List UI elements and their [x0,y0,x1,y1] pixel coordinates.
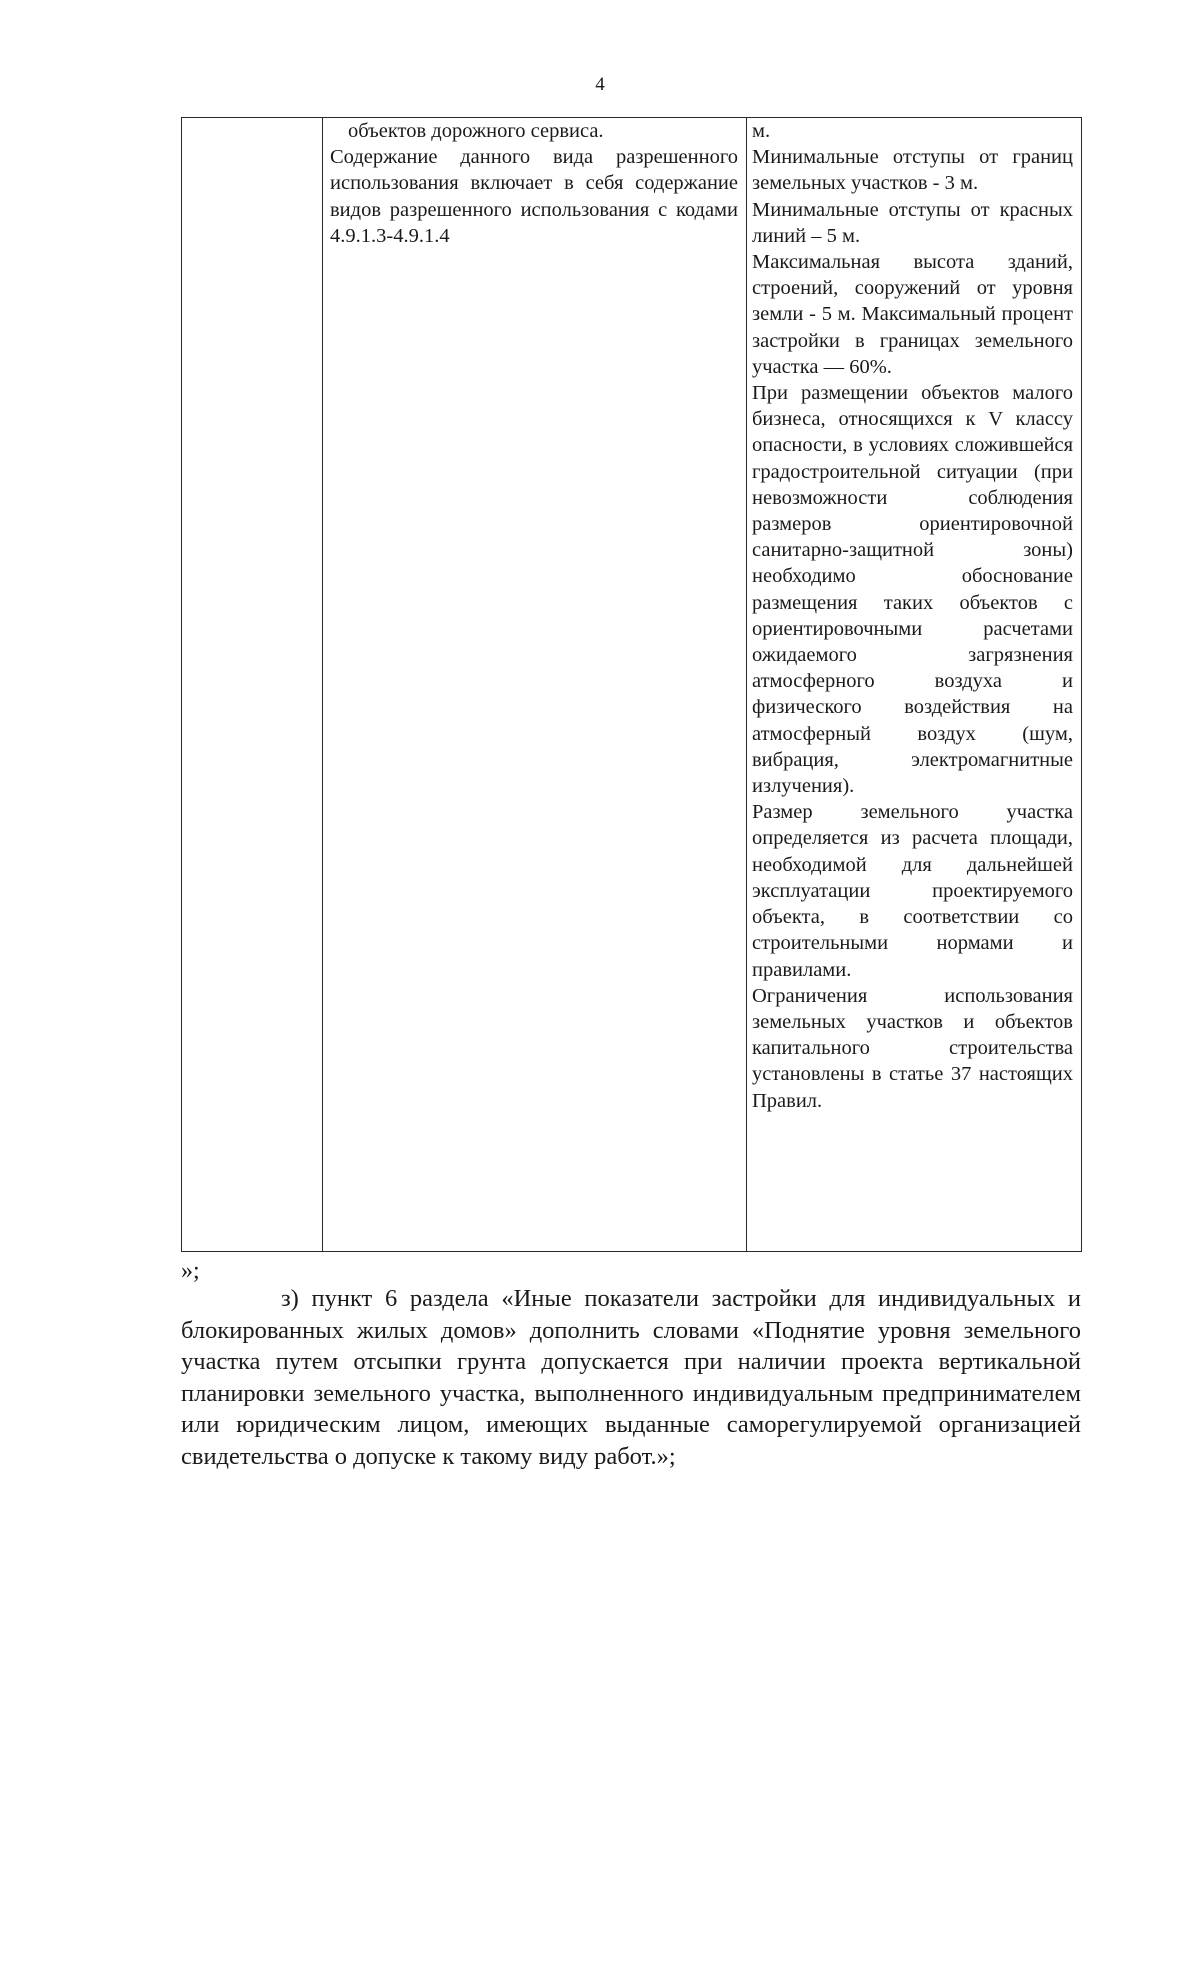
amendment-paragraph: з) пункт 6 раздела «Иные показатели застройки для индивидуальных и блокированных жилых домов» дополнить словами «Поднятие уровня земельного участка путем отсыпки грунта допускается при наличии проекта вертикальной планировки земельного участка, выполненного индивидуальным предпринимателем или юридическим лицом, имеющих выданные саморегулируемой организацией свидетельства о допуске к такому виду работ.»; [181,1285,1081,1470]
cell-paragraph: м. [752,120,771,142]
cell-paragraph: Максимальная высота зданий, строений, сооружений от уровня земли - 5 м. Максимальный процент застройки в границах земельного участка — 60%. [752,251,1073,378]
cell-paragraph: Размер земельного участка определяется из расчета площади, необходимой для дальнейшей эксплуатации проектируемого объекта, в соответствии со строительными нормами и правилами. [752,801,1073,981]
column-divider [322,118,323,1251]
column-divider [746,118,747,1251]
closing-quote: »; [181,1258,200,1284]
cell-paragraph: Ограничения использования земельных участков и объектов капитального строительства установлены в статье 37 настоящих Правил. [752,984,1073,1112]
cell-paragraph: Минимальные отступы от красных линий – 5 м. [752,198,1073,247]
cell-paragraph: При размещении объектов малого бизнеса, относящихся к V классу опасности, в условиях сложившейся градостроительной ситуации (при невозможности соблюдения размеров ориентировочной санитарно-защитной зоны) необходимо обоснование размещения таких объектов с ориентировочными расчетами ожидаемого загрязнения атмосферного воздуха и физического воздействия на атмосферный воздух (шум, вибрация, электромагнитные излучения). [752,382,1073,798]
cell-paragraph: Минимальные отступы от границ земельных участков - 3 м. [752,146,1073,195]
cell-paragraph: объектов дорожного сервиса. [348,120,604,142]
page-number: 4 [595,74,605,95]
cell-paragraph: Содержание данного вида разрешенного использования включает в себя содержание видов разрешенного использования с кодами 4.9.1.3-4.9.1.4 [330,146,738,247]
table-cell-parameters [752,118,1073,1114]
regulations-table [181,117,1082,1252]
table-cell-description [330,118,738,249]
